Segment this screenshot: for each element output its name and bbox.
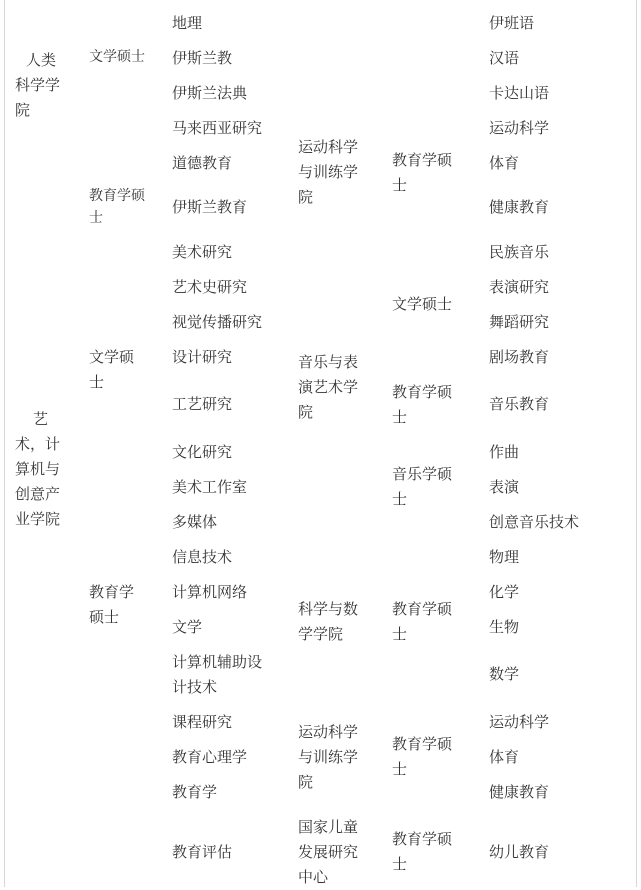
table-cell-text: 科学学 <box>15 76 61 94</box>
table-cell-text: 发展研究 <box>298 843 359 861</box>
table-cell-text: 体育 <box>489 748 520 766</box>
table-cell-text: 文化研究 <box>172 443 233 461</box>
table-cell-text: 数学 <box>489 665 520 683</box>
table-cell-text: 物理 <box>489 548 520 566</box>
table-cell-text: 士 <box>89 210 103 226</box>
table-cell-text: 教育学硕 <box>392 151 453 169</box>
table-cell-text: 学学院 <box>298 625 344 643</box>
table-cell-text: 艺 <box>33 410 49 428</box>
table-cell-text: 美术工作室 <box>172 478 248 496</box>
table-cell-text: 运动科学 <box>298 138 359 156</box>
table-cell-text: 士 <box>392 760 408 778</box>
table-cell-text: 文学硕士 <box>392 295 453 313</box>
table-cell-text: 音乐与表 <box>298 353 359 371</box>
table-cell-text: 表演 <box>489 478 520 496</box>
table-left-border <box>4 0 5 887</box>
table-cell-text: 运动科学 <box>489 119 550 137</box>
table-cell-text: 教育学硕 <box>392 600 453 618</box>
table-cell-text: 伊斯兰教育 <box>172 198 248 216</box>
table-cell-text: 化学 <box>489 583 520 601</box>
table-cell-text: 文学硕士 <box>89 49 145 65</box>
table-cell-text: 多媒体 <box>172 513 218 531</box>
table-cell-text: 士 <box>392 855 408 873</box>
table-cell-text: 术，计 <box>15 435 61 453</box>
table-cell-text: 体育 <box>489 154 520 172</box>
table-cell-text: 幼儿教育 <box>489 843 550 861</box>
table-cell-text: 剧场教育 <box>489 348 550 366</box>
table-cell-text: 设计研究 <box>172 348 233 366</box>
table-cell-text: 与训练学 <box>298 163 359 181</box>
table-cell-text: 中心 <box>298 868 329 886</box>
table-cell-text: 美术研究 <box>172 243 233 261</box>
table-cell-text: 健康教育 <box>489 198 550 216</box>
table-cell-text: 卡达山语 <box>489 84 550 102</box>
table-cell-text: 计技术 <box>172 678 218 696</box>
table-cell-text: 院 <box>298 188 314 206</box>
table-cell-text: 院 <box>298 403 314 421</box>
table-cell-text: 计算机辅助设 <box>172 653 263 671</box>
table-cell-text: 士 <box>392 408 408 426</box>
table-cell-text: 健康教育 <box>489 783 550 801</box>
table-cell-text: 民族音乐 <box>489 243 550 261</box>
table-cell-text: 教育学硕 <box>392 383 453 401</box>
table-cell-text: 教育学硕 <box>392 830 453 848</box>
table-cell-text: 音乐教育 <box>489 395 550 413</box>
table-cell-text: 硕士 <box>89 608 120 626</box>
table-cell-text: 教育学 <box>89 583 135 601</box>
table-cell-text: 伊斯兰法典 <box>172 84 248 102</box>
table-cell-text: 教育学 <box>172 783 218 801</box>
table-cell-text: 运动科学 <box>298 723 359 741</box>
table-cell-text: 道德教育 <box>172 154 233 172</box>
table-cell-text: 创意音乐技术 <box>489 513 580 531</box>
table-cell-text: 业学院 <box>15 510 61 528</box>
table-cell-text: 伊斯兰教 <box>172 49 233 67</box>
table-cell-text: 文学硕 <box>89 348 135 366</box>
table-cell-text: 教育评估 <box>172 843 233 861</box>
table-cell-text: 文学 <box>172 618 203 636</box>
table-cell-text: 算机与 <box>15 460 61 478</box>
table-cell-text: 教育学硕 <box>392 735 453 753</box>
table-cell-text: 运动科学 <box>489 713 550 731</box>
table-cell-text: 士 <box>392 490 408 508</box>
table-cell-text: 士 <box>89 373 105 391</box>
table-cell-text: 艺术史研究 <box>172 278 248 296</box>
table-cell-text: 伊班语 <box>489 14 535 32</box>
table-cell-text: 院 <box>298 773 314 791</box>
table-right-border <box>636 0 637 887</box>
table-cell-text: 计算机网络 <box>172 583 248 601</box>
table-cell-text: 信息技术 <box>172 548 233 566</box>
table-cell-text: 视觉传播研究 <box>172 313 263 331</box>
table-cell-text: 教育心理学 <box>172 748 248 766</box>
table-cell-text: 士 <box>392 176 408 194</box>
table-cell-text: 课程研究 <box>172 713 233 731</box>
table-cell-text: 表演研究 <box>489 278 550 296</box>
table-cell-text: 音乐学硕 <box>392 465 453 483</box>
table-cell-text: 教育学硕 <box>89 188 145 204</box>
table-cell-text: 工艺研究 <box>172 395 233 413</box>
table-cell-text: 院 <box>15 101 31 119</box>
table-cell-text: 演艺术学 <box>298 378 359 396</box>
table-cell-text: 舞蹈研究 <box>489 313 550 331</box>
table-cell-text: 马来西亚研究 <box>172 119 263 137</box>
table-cell-text: 汉语 <box>489 49 520 67</box>
table-cell-text: 作曲 <box>489 443 520 461</box>
table-cell-text: 士 <box>392 625 408 643</box>
table-cell-text: 生物 <box>489 618 520 636</box>
table-cell-text: 科学与数 <box>298 600 359 618</box>
table-cell-text: 人类 <box>26 51 57 69</box>
table-cell-text: 国家儿童 <box>298 818 359 836</box>
table-cell-text: 地理 <box>172 14 203 32</box>
table-cell-text: 创意产 <box>15 485 61 503</box>
table-cell-text: 与训练学 <box>298 748 359 766</box>
